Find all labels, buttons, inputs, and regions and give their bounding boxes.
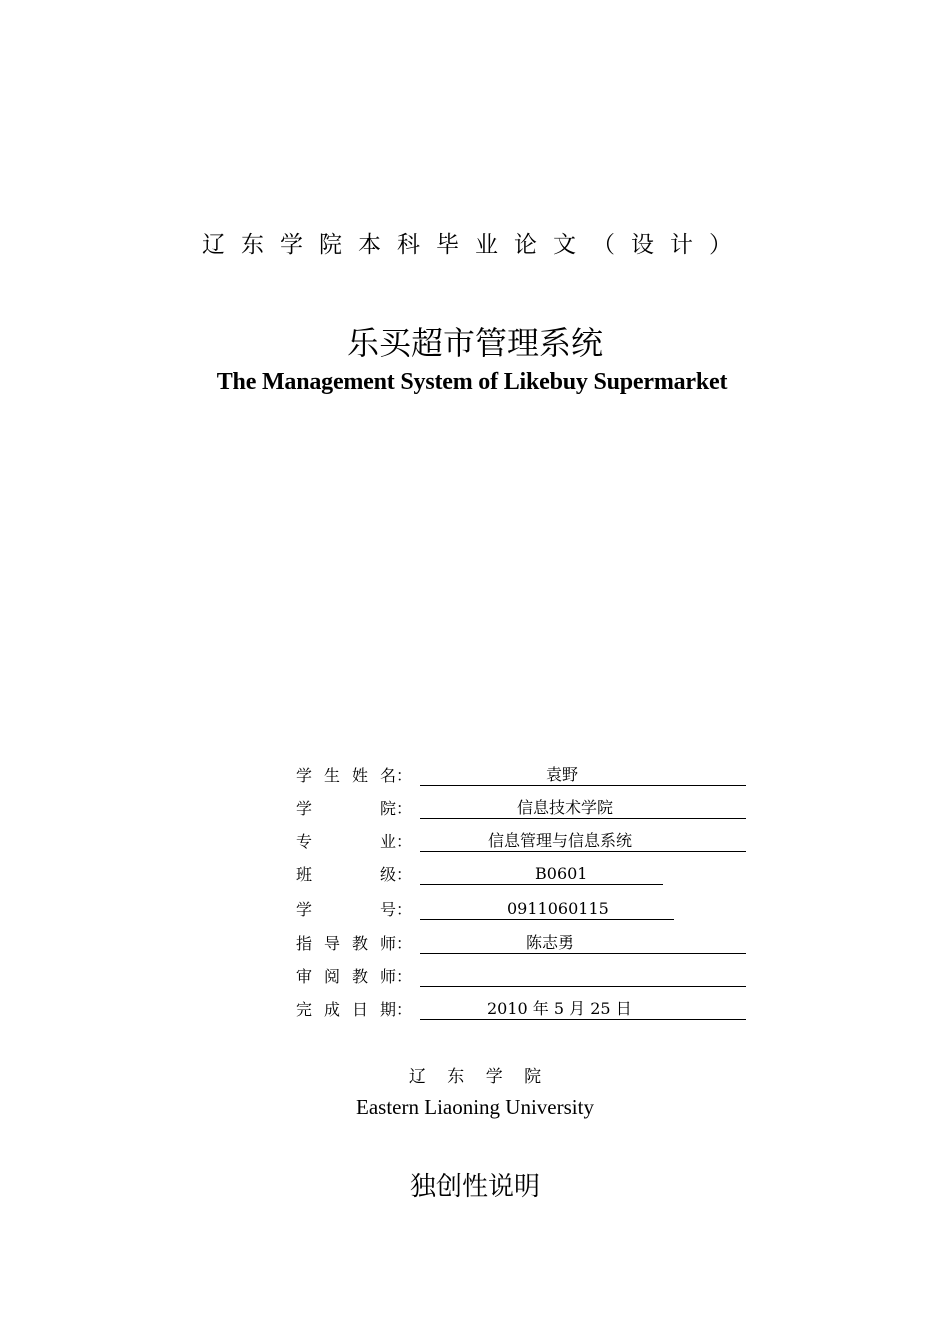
college-field — [420, 795, 746, 819]
info-label — [296, 930, 412, 954]
major-value: 信息管理与信息系统 — [488, 831, 633, 850]
class-value: B0601 — [535, 864, 588, 883]
label-char: 教 — [351, 966, 368, 986]
label-char: 学 — [296, 899, 313, 919]
label-char: 专 — [296, 831, 313, 851]
label-char: 审 — [296, 966, 313, 986]
label-char: 指 — [296, 933, 313, 953]
university-char: 辽 — [408, 1067, 426, 1087]
class-field — [420, 861, 663, 885]
label-char: 生 — [323, 765, 340, 785]
label-char: 号： — [379, 899, 412, 919]
thesis-title-english: The Management System of Likebuy Supermarket — [216, 369, 728, 395]
completion-date-field — [420, 996, 746, 1020]
advisor-value: 陈志勇 — [526, 933, 575, 952]
label-char: 业： — [379, 831, 412, 851]
label-char: 完 — [296, 999, 313, 1019]
major-field — [420, 828, 746, 852]
thesis-header: 辽东学院本科毕业论文（设计） — [202, 232, 748, 258]
student-name-field — [420, 762, 746, 786]
declaration-title: 独创性说明 — [409, 1172, 540, 1202]
student-id-value: 0911060115 — [507, 899, 609, 918]
label-char: 院： — [379, 798, 412, 818]
university-char: 学 — [485, 1067, 503, 1087]
info-label — [296, 795, 412, 819]
info-label — [296, 861, 412, 885]
student-id-field — [420, 896, 674, 920]
completion-date-value: 2010 年 5 月 25 日 — [487, 999, 632, 1018]
label-char: 师： — [379, 933, 412, 953]
university-char: 东 — [447, 1067, 465, 1087]
label-char: 教 — [351, 933, 368, 953]
advisor-field — [420, 930, 746, 954]
label-char: 级： — [379, 864, 412, 884]
label-char: 师： — [379, 966, 412, 986]
student-name-value: 袁野 — [546, 765, 579, 784]
info-label — [296, 996, 412, 1020]
label-char: 日 — [351, 999, 368, 1019]
label-char: 导 — [323, 933, 340, 953]
info-label — [296, 828, 412, 852]
label-char: 阅 — [323, 966, 340, 986]
college-value: 信息技术学院 — [517, 798, 614, 817]
label-char: 学 — [296, 765, 313, 785]
thesis-title-chinese: 乐买超市管理系统 — [346, 324, 603, 362]
label-char: 姓 — [351, 765, 368, 785]
label-char: 学 — [296, 798, 313, 818]
label-char: 班 — [296, 864, 313, 884]
info-label — [296, 896, 412, 920]
info-label — [296, 762, 412, 786]
info-label — [296, 963, 412, 987]
label-char: 名： — [379, 765, 412, 785]
university-char: 院 — [524, 1067, 542, 1087]
label-char: 成 — [323, 999, 340, 1019]
university-name-chinese — [0, 1062, 950, 1087]
reviewer-field — [420, 963, 746, 987]
label-char: 期： — [379, 999, 412, 1019]
university-name-english: Eastern Liaoning University — [356, 1095, 594, 1119]
